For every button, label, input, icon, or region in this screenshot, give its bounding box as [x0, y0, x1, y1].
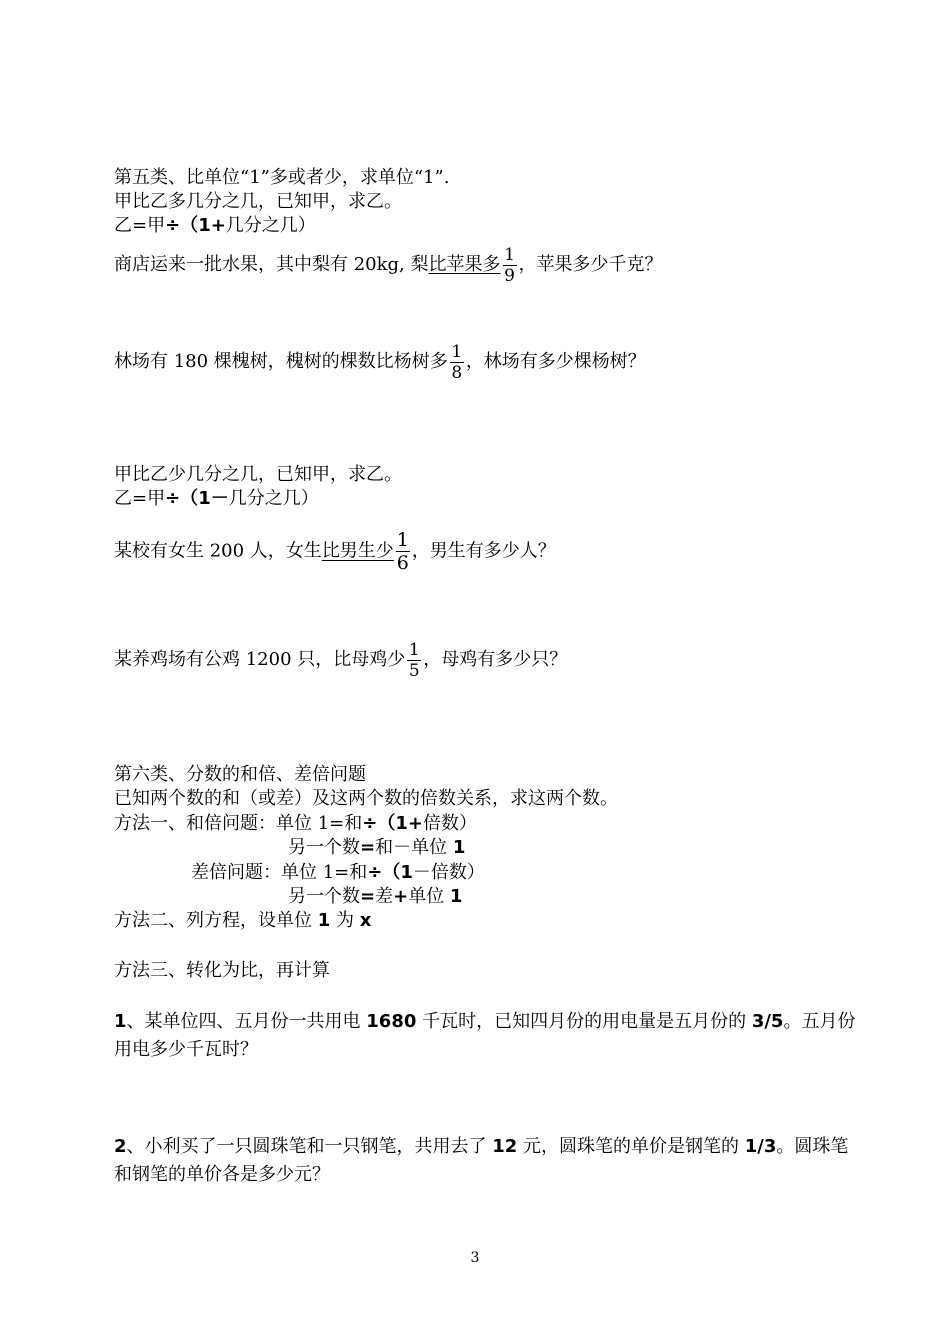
problem-value: 3/5: [751, 1011, 784, 1032]
question-text: ，苹果多少千克？: [518, 254, 663, 275]
formula-op: ÷（: [165, 488, 199, 509]
method-text: 为: [330, 910, 360, 931]
underlined-text: 比男生少: [321, 540, 394, 562]
question-students: [114, 530, 556, 573]
question-text: ，林场有多少棵杨树？: [465, 351, 646, 372]
method-text: 单位: [408, 886, 450, 907]
method-text: 方法二、列方程，设单位: [114, 910, 318, 931]
method1-diff-other: [288, 885, 462, 909]
method1-sum-other: [288, 836, 465, 860]
method-text: 方法一、和倍问题：单位 1=和: [114, 813, 363, 834]
question-text: 林场有 180 棵槐树，槐树的棵数比杨树多: [114, 351, 448, 372]
problem-text: 、小利买了一只圆珠笔和一只钢笔，共用去了: [126, 1136, 493, 1157]
method-text: 另一个数: [288, 837, 360, 858]
method-text: 差: [375, 886, 394, 907]
fraction: [407, 641, 421, 680]
fraction-numerator: 1: [451, 341, 463, 362]
formula-text: 几分之几）: [225, 215, 316, 236]
method-text: 倍数）: [422, 813, 477, 834]
question-text: ，母鸡有多少只？: [423, 649, 568, 670]
problem-text: 千瓦时，已知四月份的用电量是五月份的: [416, 1011, 752, 1032]
method2-equation: [114, 909, 371, 933]
method-text: 和－单位: [375, 837, 453, 858]
problem-electricity: [114, 1008, 859, 1064]
formula-more: [114, 214, 316, 238]
formula-op: =: [360, 886, 376, 907]
formula-text: 乙=甲: [114, 215, 166, 236]
problem-text: 。五月份用电多少千瓦时？: [114, 1011, 856, 1060]
problem-value: 1680: [366, 1011, 417, 1032]
problem-value: 12: [492, 1136, 518, 1157]
formula-op: 1+: [395, 813, 423, 834]
rule-less: 甲比乙少几分之几，已知甲，求乙。: [114, 464, 402, 485]
fraction-denominator: 9: [504, 265, 515, 286]
fraction-denominator: 8: [451, 362, 463, 383]
formula-less: [114, 487, 319, 511]
fraction-numerator: 1: [504, 244, 515, 265]
problem-number: 2: [114, 1136, 127, 1157]
fraction-numerator: 1: [408, 639, 420, 660]
underlined-text: 比苹果多: [428, 254, 501, 275]
problem-text: 。圆珠笔和钢笔的单价各是多少元？: [114, 1136, 849, 1185]
method-text: 另一个数: [288, 886, 360, 907]
formula-op: 1: [400, 862, 413, 883]
problem-pens: [114, 1133, 859, 1189]
section6-heading: 第六类、分数的和倍、差倍问题: [114, 764, 366, 785]
formula-op: +: [393, 886, 409, 907]
formula-text: 几分之几）: [228, 488, 319, 509]
method3-ratio: 方法三、转化为比，再计算: [114, 960, 330, 981]
method-text: －倍数）: [412, 862, 485, 883]
fraction: [503, 246, 517, 285]
problem-value: 1/3: [744, 1136, 777, 1157]
formula-op: 1: [317, 910, 331, 931]
question-text: 某养鸡场有公鸡 1200 只，比母鸡少: [114, 649, 406, 670]
formula-op: =: [360, 837, 376, 858]
section6-description: 已知两个数的和（或差）及这两个数的倍数关系，求这两个数。: [114, 788, 618, 809]
fraction-denominator: 6: [396, 552, 409, 574]
question-chickens: [114, 640, 567, 680]
formula-op: ÷（: [362, 813, 396, 834]
problem-text: 、某单位四、五月份一共用电: [126, 1011, 367, 1032]
formula-op: ÷（: [165, 215, 199, 236]
fraction: [450, 343, 464, 382]
formula-op: x: [359, 910, 372, 931]
question-text: 商店运来一批水果，其中梨有 20kg, 梨: [114, 254, 429, 275]
formula-text: 乙=甲: [114, 488, 166, 509]
formula-op: 1: [449, 886, 463, 907]
fraction-numerator: 1: [396, 529, 409, 551]
method1-sum: [114, 812, 477, 836]
problem-number: 1: [114, 1011, 127, 1032]
problem-text: 元，圆珠笔的单价是钢笔的: [517, 1136, 745, 1157]
question-text: ，男生有多少人？: [411, 540, 556, 562]
question-trees: [114, 342, 646, 382]
section5-heading: 第五类、比单位“1”多或者少，求单位“1”.: [114, 167, 450, 188]
page-number: 3: [470, 1250, 480, 1266]
formula-op: 1: [452, 837, 466, 858]
method1-diff: [191, 861, 485, 885]
formula-op: 1－: [198, 488, 229, 509]
question-pears: [114, 245, 663, 285]
fraction: [396, 530, 410, 573]
question-text: 某校有女生 200 人，女生: [114, 540, 322, 562]
method-text: 差倍问题：单位 1=和: [191, 862, 368, 883]
fraction-denominator: 5: [408, 660, 420, 681]
rule-more: 甲比乙多几分之几，已知甲，求乙。: [114, 191, 402, 212]
formula-op: ÷（: [367, 862, 401, 883]
formula-op: 1+: [198, 215, 226, 236]
